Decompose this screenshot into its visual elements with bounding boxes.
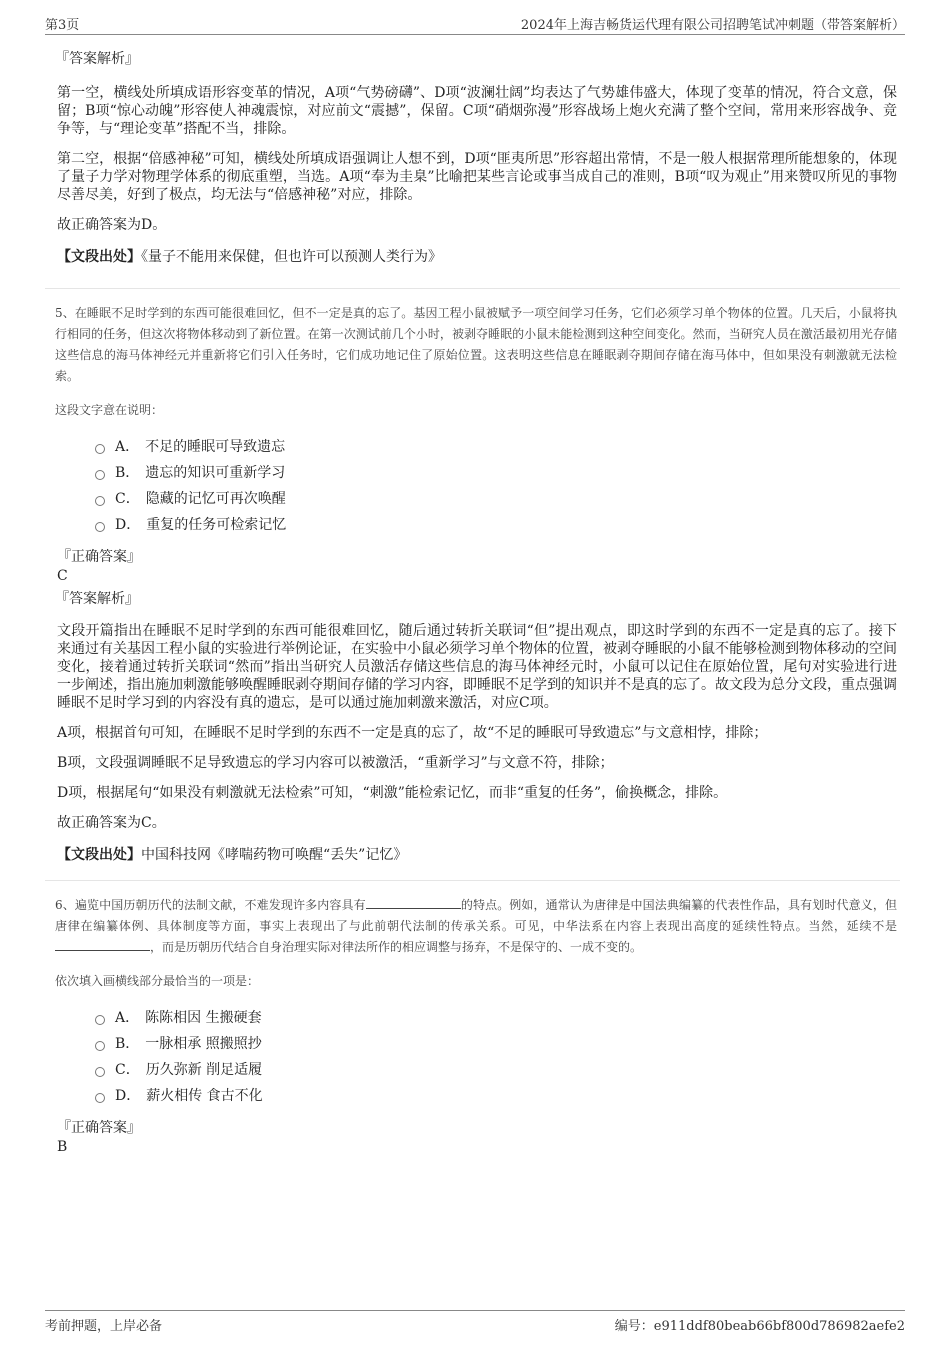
q4-analysis-para-2: 第二空，根据“倍感神秘”可知，横线处所填成语强调让人想不到，D项“匪夷所思”形容超出常情，不是一般人根据常理所能想象的，体现了量子力学对物理学体系的彻底重塑，当选。A项“奉为圭臬”比喻把某些言论或事当成自己的准则，B项“叹为观止”用来赞叹所见的事物尽善尽美，好到了极点，均无法与“倍感神秘”对应，排除。 xyxy=(57,151,897,203)
option-text: 遗忘的知识可重新学习 xyxy=(145,465,286,481)
q5-source xyxy=(57,844,897,864)
option-letter: D． xyxy=(115,517,141,533)
document-id: 编号：e911ddf80beab66bf800d786982aefe2 xyxy=(614,1319,905,1334)
option-letter: A． xyxy=(115,439,140,455)
radio-icon[interactable] xyxy=(95,496,105,506)
q6-correct-label: 『正确答案』 xyxy=(57,1120,141,1136)
option-letter: D． xyxy=(115,1088,141,1104)
q6-question xyxy=(55,895,897,958)
page-number: 第3页 xyxy=(45,18,80,33)
q5-source-text: 中国科技网《哮喘药物可唤醒“丢失”记忆》 xyxy=(141,847,408,863)
q4-source xyxy=(57,246,897,266)
q6-options xyxy=(95,1005,897,1109)
q5-analysis-para-1: 文段开篇指出在睡眠不足时学到的东西可能很难回忆，随后通过转折关联词“但”提出观点，即这时学到的东西不一定是真的忘了。接下来通过有关基因工程小鼠的实验进行举例论证，在实验中小鼠必须学习单个物体的位置，被剥夺睡眠的小鼠不能够检测到物体移动的空间变化，接着通过转折关联词“然而”指出当研究人员激活存储这些信息的海马体神经元时，小鼠可以记住在原始位置，尾句对实验进行进一步阐述，指出施加刺激能够唤醒睡眠剥夺期间存储的学习内容，即睡眠不足学到的知识并不是真的忘了。故文段为总分文段，重点强调睡眠不足时学习到的内容没有真的遗忘，是可以通过施加刺激来激活，对应C项。 xyxy=(57,623,897,711)
q6-option-d[interactable] xyxy=(95,1083,897,1109)
radio-icon[interactable] xyxy=(95,522,105,532)
radio-icon[interactable] xyxy=(95,444,105,454)
option-letter: A． xyxy=(115,1010,140,1026)
q6-prompt: 依次填入画横线部分最恰当的一项是： xyxy=(55,974,260,988)
divider xyxy=(45,880,900,881)
q5-correct-label: 『正确答案』 xyxy=(57,549,141,565)
q5-option-b[interactable] xyxy=(95,460,897,486)
radio-icon[interactable] xyxy=(95,1067,105,1077)
q4-analysis-label: 『答案解析』 xyxy=(55,51,139,67)
q4-analysis-conclusion: 故正确答案为D。 xyxy=(57,217,167,233)
q5-analysis-label: 『答案解析』 xyxy=(55,591,139,607)
q6-question-part-1: 6、遍览中国历朝历代的法制文献，不难发现许多内容具有 xyxy=(55,898,366,912)
option-text: 薪火相传 食古不化 xyxy=(146,1088,263,1104)
radio-icon[interactable] xyxy=(95,1015,105,1025)
page-header xyxy=(45,12,905,35)
q6-correct-answer: B xyxy=(57,1139,68,1155)
q5-options xyxy=(95,434,897,538)
q6-option-a[interactable] xyxy=(95,1005,897,1031)
option-text: 不足的睡眠可导致遗忘 xyxy=(145,439,286,455)
option-letter: B． xyxy=(115,465,140,481)
option-text: 历久弥新 削足适履 xyxy=(145,1062,263,1078)
q5-prompt: 这段文字意在说明： xyxy=(55,403,164,417)
q5-analysis-conclusion: 故正确答案为C。 xyxy=(57,815,166,831)
option-text: 重复的任务可检索记忆 xyxy=(146,517,287,533)
radio-icon[interactable] xyxy=(95,1093,105,1103)
q5-option-c[interactable] xyxy=(95,486,897,512)
q6-question-part-3: ，而是历朝历代结合自身治理实际对律法所作的相应调整与扬弃，不是保守的、一成不变的。 xyxy=(150,940,643,954)
q5-analysis-para-2: A项，根据首句可知，在睡眠不足时学到的东西不一定是真的忘了，故“不足的睡眠可导致遗忘”与文意相悖，排除； xyxy=(57,725,768,741)
q5-analysis-para-3: B项，文段强调睡眠不足导致遗忘的学习内容可以被激活，“重新学习”与文意不符，排除； xyxy=(57,755,614,771)
divider xyxy=(45,288,900,289)
q6-option-c[interactable] xyxy=(95,1057,897,1083)
q4-source-text: 《量子不能用来保健，但也许可以预测人类行为》 xyxy=(141,249,442,265)
footer-slogan: 考前押题，上岸必备 xyxy=(45,1319,163,1334)
q4-analysis-para-1: 第一空，横线处所填成语形容变革的情况，A项“气势磅礴”、D项“波澜壮阔”均表达了气势雄伟盛大，体现了变革的情况，符合文意，保留；B项“惊心动魄”形容使人神魂震惊，对应前文“震撼”，保留。C项“硝烟弥漫”形容战场上炮火充满了整个空间，常用来形容战争、竞争等，与“理论变革”搭配不当，排除。 xyxy=(57,85,897,137)
q5-option-d[interactable] xyxy=(95,512,897,538)
option-letter: C． xyxy=(115,1062,140,1078)
option-letter: B． xyxy=(115,1036,140,1052)
radio-icon[interactable] xyxy=(95,470,105,480)
option-text: 一脉相承 照搬照抄 xyxy=(145,1036,262,1052)
q4-source-label: 【文段出处】 xyxy=(57,249,141,265)
page-content xyxy=(55,44,897,1157)
q6-option-b[interactable] xyxy=(95,1031,897,1057)
fill-blank xyxy=(366,896,461,909)
radio-icon[interactable] xyxy=(95,1041,105,1051)
fill-blank xyxy=(55,938,150,951)
option-letter: C． xyxy=(115,491,140,507)
option-text: 隐藏的记忆可再次唤醒 xyxy=(145,491,286,507)
q5-source-label: 【文段出处】 xyxy=(57,847,141,863)
page-footer xyxy=(45,1310,905,1335)
q5-analysis-para-4: D项，根据尾句“如果没有刺激就无法检索”可知，“刺激”能检索记忆，而非“重复的任务”，偷换概念，排除。 xyxy=(57,785,728,801)
q5-correct-answer: C xyxy=(57,568,68,584)
q5-question: 5、在睡眠不足时学到的东西可能很难回忆，但不一定是真的忘了。基因工程小鼠被赋予一项空间学习任务，它们必须学习单个物体的位置。几天后，小鼠将执行相同的任务，但这次将物体移动到了新位置。在第一次测试前几个小时，被剥夺睡眠的小鼠未能检测到这种空间变化。然而，当研究人员在激活最初用光存储这些信息的海马体神经元并重新将它们引入任务时，它们成功地记住了原始位置。这表明这些信息在睡眠剥夺期间存储在海马体中，但如果没有刺激就无法检索。 xyxy=(55,306,897,383)
document-title: 2024年上海吉畅货运代理有限公司招聘笔试冲刺题（带答案解析） xyxy=(520,18,905,33)
option-text: 陈陈相因 生搬硬套 xyxy=(145,1010,262,1026)
q5-option-a[interactable] xyxy=(95,434,897,460)
q6-question-part-2: 的特点。例如，通常认为唐律是中国法典编纂的代表性作品，具有划时代意义，但唐律在编纂体例、具体制度等方面，事实上表现出了与此前朝代法制的传承关系。可见，中华法系在内容上表现出高度的延续性特点。当然，延续不是 xyxy=(55,898,897,933)
